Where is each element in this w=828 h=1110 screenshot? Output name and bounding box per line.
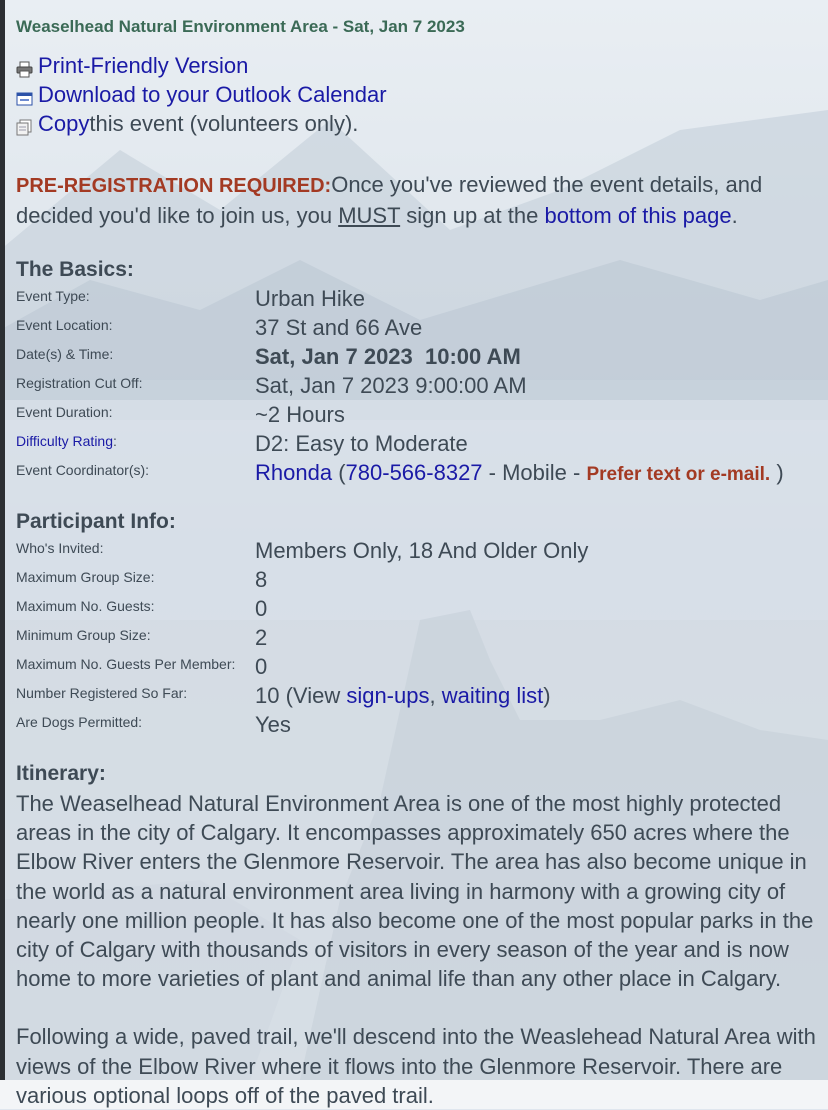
event-location-row	[16, 315, 828, 344]
invited-row	[16, 538, 828, 567]
itinerary-line: areas in the city of Calgary. It encompasses approximately 650 acres where the	[16, 820, 790, 846]
registered-label: Number Registered So Far:	[16, 685, 188, 701]
min-group-value: 2	[255, 625, 268, 650]
event-title: Weaselhead Natural Environment Area - Sat, Jan 7 2023	[16, 17, 465, 36]
registration-cutoff-label: Registration Cut Off:	[16, 375, 143, 391]
must-text: MUST	[338, 203, 401, 228]
min-group-row	[16, 625, 828, 654]
preregistration-label: PRE-REGISTRATION REQUIRED:	[16, 175, 332, 197]
coordinator-value	[255, 460, 784, 486]
max-guests-member-value: 0	[255, 654, 268, 679]
itinerary-line: Elbow River enters the Glenmore Reservoir. The area has also become unique in	[16, 849, 807, 875]
min-group-label: Minimum Group Size:	[16, 627, 151, 643]
preregistration-text-2: sign up at the	[400, 203, 545, 228]
event-location-value: 37 St and 66 Ave	[255, 315, 423, 340]
itinerary-line: city of Calgary with thousands of visitors in every season of the year and is now	[16, 937, 789, 963]
coordinator-close-paren: )	[770, 460, 784, 485]
difficulty-colon: :	[113, 433, 117, 449]
max-guests-member-row	[16, 654, 828, 683]
outlook-calendar-link[interactable]: Download to your Outlook Calendar	[38, 82, 387, 107]
registered-value	[255, 683, 551, 709]
event-type-label: Event Type:	[16, 288, 90, 304]
difficulty-row	[16, 431, 828, 460]
waiting-list-link[interactable]: waiting list	[441, 683, 544, 708]
coordinator-row	[16, 460, 828, 489]
max-guests-value: 0	[255, 596, 268, 621]
event-duration-label: Event Duration:	[16, 404, 113, 420]
event-type-value: Urban Hike	[255, 286, 366, 311]
dogs-value: Yes	[255, 712, 291, 737]
paragraph-gap	[16, 993, 828, 1022]
max-guests-label: Maximum No. Guests:	[16, 598, 155, 614]
coordinator-open-paren: (	[332, 460, 346, 485]
copy-icon	[16, 116, 33, 133]
left-border	[0, 0, 5, 1080]
preregistration-notice	[16, 170, 816, 230]
difficulty-value: D2: Easy to Moderate	[255, 431, 468, 456]
event-location-label: Event Location:	[16, 317, 113, 333]
signups-link[interactable]: sign-ups	[346, 683, 430, 708]
registration-cutoff-row	[16, 373, 828, 402]
date-time-value: Sat, Jan 7 2023 10:00 AM	[255, 344, 521, 369]
copy-event-row	[16, 111, 358, 137]
dogs-row	[16, 712, 828, 741]
registered-comma: ,	[429, 683, 442, 708]
copy-event-link[interactable]: Copy	[38, 111, 90, 136]
itinerary-line: nearly one million people. It has also become one of the most popular parks in the	[16, 907, 814, 933]
coordinator-mobile: - Mobile -	[482, 460, 587, 485]
itinerary-line: Following a wide, paved trail, we'll descend into the Weaslehead Natural Area with	[16, 1024, 816, 1050]
registration-cutoff-value: Sat, Jan 7 2023 9:00:00 AM	[255, 373, 527, 398]
max-group-value: 8	[255, 567, 268, 592]
registered-view-text: (View	[279, 683, 347, 708]
coordinator-phone-link[interactable]: 780-566-8327	[345, 460, 483, 485]
preregistration-text-1: Once you've reviewed the event details, and decided you'd like to join us, you	[16, 172, 763, 228]
calendar-icon	[16, 87, 33, 104]
event-duration-row	[16, 402, 828, 431]
coordinator-note: Prefer text or e-mail.	[586, 464, 771, 485]
difficulty-label	[16, 433, 117, 449]
itinerary-text	[16, 789, 828, 1110]
invited-value: Members Only, 18 And Older Only	[255, 538, 589, 563]
itinerary-line: various optional loops off of the paved trail.	[16, 1082, 434, 1108]
print-friendly-link[interactable]: Print-Friendly Version	[38, 53, 249, 78]
basics-heading: The Basics:	[16, 258, 134, 281]
itinerary-line: The Weaselhead Natural Environment Area is one of the most highly protected	[16, 791, 782, 816]
itinerary-line: the world as a natural environment area living in harmony with a growing city of	[16, 878, 786, 904]
preregistration-text-3: .	[731, 203, 738, 228]
itinerary-line: views of the Elbow River where it flows into the Glenmore Reservoir. There are	[16, 1053, 783, 1079]
max-group-row	[16, 567, 828, 596]
coordinator-label: Event Coordinator(s):	[16, 462, 150, 478]
copy-event-suffix: this event (volunteers only).	[89, 111, 359, 136]
registered-close-paren: )	[543, 683, 551, 708]
participant-heading: Participant Info:	[16, 510, 176, 533]
date-time-label: Date(s) & Time:	[16, 346, 114, 362]
registered-row	[16, 683, 828, 712]
event-type-row	[16, 286, 828, 315]
event-duration-value: ~2 Hours	[255, 402, 345, 427]
itinerary-line: home to more varieties of plant and animal life than any other place in Calgary.	[16, 966, 782, 992]
invited-label: Who's Invited:	[16, 540, 104, 556]
bottom-of-page-link[interactable]: bottom of this page	[544, 203, 732, 228]
print-friendly-row	[16, 53, 248, 79]
date-time-row	[16, 344, 828, 373]
itinerary-heading: Itinerary:	[16, 762, 106, 785]
outlook-calendar-row	[16, 82, 387, 108]
dogs-label: Are Dogs Permitted:	[16, 714, 143, 730]
max-group-label: Maximum Group Size:	[16, 569, 155, 585]
difficulty-rating-link[interactable]: Difficulty Rating	[16, 433, 114, 449]
max-guests-member-label: Maximum No. Guests Per Member:	[16, 656, 236, 672]
coordinator-name-link[interactable]: Rhonda	[255, 460, 333, 485]
registered-count: 10	[255, 683, 280, 708]
max-guests-row	[16, 596, 828, 625]
printer-icon	[16, 58, 33, 75]
